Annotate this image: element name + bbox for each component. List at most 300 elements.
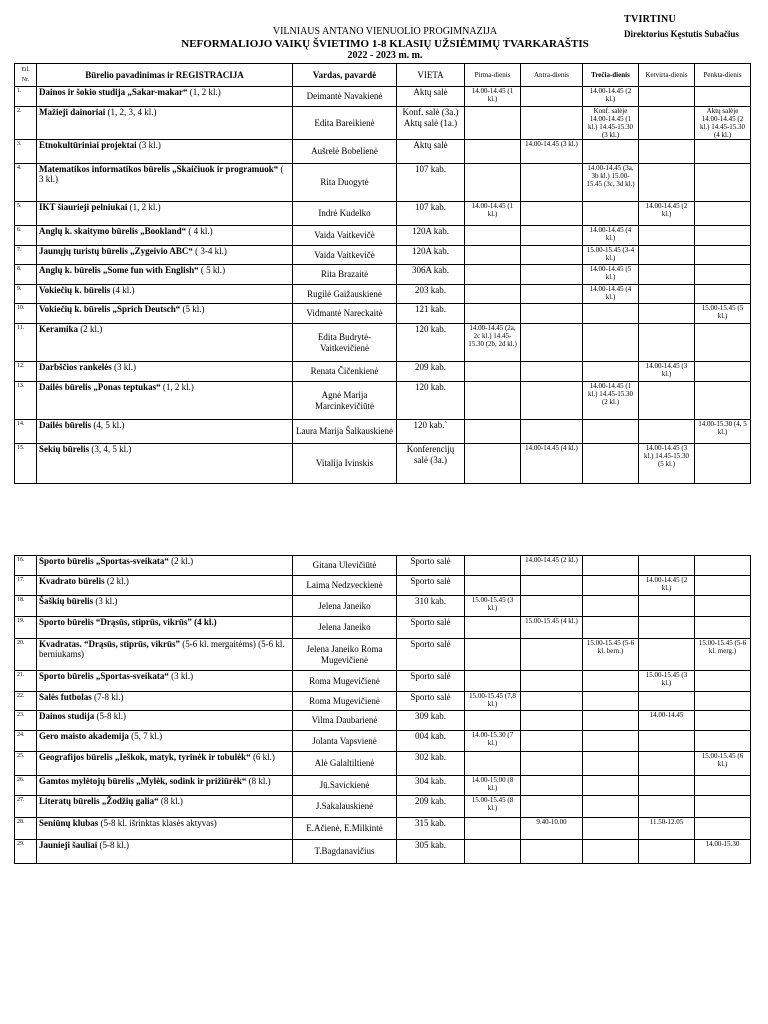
teacher-name: J.Sakalauskienė	[293, 796, 397, 818]
time-wed: 14.00-14.45 (2 kl.)	[583, 87, 639, 107]
time-tue	[521, 226, 583, 246]
time-fri: Aktų salėje 14.00-14.45 (2 kl.) 14.45-15.30 (4 kl.)	[695, 107, 751, 140]
club-cell	[37, 576, 293, 596]
time-mon	[465, 556, 521, 576]
table-row	[15, 285, 751, 304]
time-thu: 15.00-15.45 (3 kl.)	[639, 671, 695, 692]
time-tue	[521, 164, 583, 202]
time-tue	[521, 246, 583, 265]
time-mon: 15.00-15.45 (7,8 kl.)	[465, 692, 521, 711]
table-row	[15, 556, 751, 576]
time-fri	[695, 362, 751, 382]
row-number: 25.	[15, 752, 37, 776]
club-grades: (1, 2 kl.)	[127, 202, 161, 212]
time-mon	[465, 840, 521, 864]
time-thu	[639, 285, 695, 304]
time-fri	[695, 731, 751, 752]
club-name: IKT šiaurieji pelniukai	[39, 202, 128, 212]
teacher-name: Jelena Janeiko	[293, 596, 397, 617]
time-wed	[583, 420, 639, 444]
teacher-name: Edita Bareikienė	[293, 107, 397, 140]
row-number: 8.	[15, 265, 37, 285]
teacher-name: Roma Mugevičienė	[293, 692, 397, 711]
time-thu	[639, 556, 695, 576]
teacher-name: Rita Brazaitė	[293, 265, 397, 285]
col-friday: Penkta-dienis	[695, 64, 751, 87]
place: 305 kab.	[397, 840, 465, 864]
table-row	[15, 840, 751, 864]
col-wednesday: Trečia-dienis	[583, 64, 639, 87]
row-number: 28.	[15, 818, 37, 840]
time-fri: 15.00-15.45 (5 kl.)	[695, 304, 751, 324]
teacher-name: Laura Marija Šalkauskienė	[293, 420, 397, 444]
club-name: Dainos studija	[39, 711, 95, 721]
place: 121 kab.	[397, 304, 465, 324]
club-grades: ( 3-4 kl.)	[192, 246, 227, 256]
club-cell	[37, 285, 293, 304]
table-row	[15, 420, 751, 444]
time-mon	[465, 164, 521, 202]
time-mon	[465, 304, 521, 324]
row-number: 27.	[15, 796, 37, 818]
place: 120A kab.	[397, 246, 465, 265]
teacher-name: Jelena Janeiko Roma Mugevičienė	[293, 639, 397, 671]
time-mon	[465, 711, 521, 731]
club-name: Anglų k. skaitymo būrelis „Bookland“	[39, 226, 187, 236]
time-wed	[583, 711, 639, 731]
club-grades: (5-6 kl. mergaitėms) (5-6 kl. berniukams)	[39, 639, 285, 659]
row-number: 4.	[15, 164, 37, 202]
club-grades: (7-8 kl.)	[91, 692, 124, 702]
table-row	[15, 731, 751, 752]
club-name: Šaškių būrelis	[39, 596, 94, 606]
time-fri	[695, 202, 751, 226]
club-grades: (2 kl.)	[78, 324, 103, 334]
place: Aktų salė	[397, 87, 465, 107]
table-row	[15, 818, 751, 840]
place: 107 kab.	[397, 202, 465, 226]
time-thu	[639, 840, 695, 864]
time-tue: 14.00-14.45 (3 kl.)	[521, 140, 583, 164]
time-fri	[695, 444, 751, 484]
row-number: 26.	[15, 776, 37, 796]
time-thu	[639, 140, 695, 164]
time-wed	[583, 362, 639, 382]
table-row	[15, 576, 751, 596]
time-mon	[465, 617, 521, 639]
time-fri: 15.00-15.45 (6 kl.)	[695, 752, 751, 776]
club-cell	[37, 818, 293, 840]
club-cell	[37, 752, 293, 776]
time-tue	[521, 420, 583, 444]
row-number: 11.	[15, 324, 37, 362]
time-mon	[465, 285, 521, 304]
table-row	[15, 362, 751, 382]
time-thu	[639, 265, 695, 285]
club-cell	[37, 444, 293, 484]
time-fri	[695, 692, 751, 711]
club-cell	[37, 711, 293, 731]
time-fri	[695, 617, 751, 639]
time-thu: 14.00-14.45 (3 kl.)	[639, 362, 695, 382]
table-row	[15, 87, 751, 107]
time-tue	[521, 731, 583, 752]
table-row	[15, 246, 751, 265]
schedule-table-bottom	[14, 555, 751, 864]
club-grades: (3 kl.)	[168, 671, 194, 681]
time-mon	[465, 576, 521, 596]
club-name: Sporto būrelis „Sportas-sveikata“	[39, 556, 169, 566]
club-cell	[37, 776, 293, 796]
place: 120A kab.	[397, 226, 465, 246]
club-name: Sporto būrelis „Sportas-sveikata“	[39, 671, 169, 681]
table-row	[15, 444, 751, 484]
place: Sporto salė	[397, 671, 465, 692]
time-fri: 14.00-15.30	[695, 840, 751, 864]
place: 209 kab.	[397, 362, 465, 382]
place: Sporto salė	[397, 692, 465, 711]
table-row	[15, 324, 751, 362]
row-number: 5.	[15, 202, 37, 226]
club-name: Darbščios rankelės	[39, 362, 112, 372]
club-name: Dailės būrelis „Ponas teptukas“	[39, 382, 161, 392]
club-grades: (2 kl.)	[104, 576, 129, 586]
club-grades: (1, 2, 3, 4 kl.)	[105, 107, 157, 117]
time-fri	[695, 140, 751, 164]
club-cell	[37, 692, 293, 711]
time-wed	[583, 840, 639, 864]
table-row	[15, 752, 751, 776]
table-row	[15, 671, 751, 692]
time-mon	[465, 382, 521, 420]
club-cell	[37, 731, 293, 752]
teacher-name: Aušrelė Bobelienė	[293, 140, 397, 164]
club-grades: (3 kl.)	[136, 140, 161, 150]
place: 304 kab.	[397, 776, 465, 796]
row-number: 14.	[15, 420, 37, 444]
row-number: 16.	[15, 556, 37, 576]
table-row	[15, 164, 751, 202]
time-fri	[695, 265, 751, 285]
time-wed: 14.00-14.45 (5 kl.)	[583, 265, 639, 285]
time-thu	[639, 164, 695, 202]
time-wed: 14.00-14.45 (4 kl.)	[583, 285, 639, 304]
place: 203 kab.	[397, 285, 465, 304]
club-cell	[37, 639, 293, 671]
club-cell	[37, 226, 293, 246]
teacher-name: Indrė Kudelko	[293, 202, 397, 226]
club-name: Dailės būrelis	[39, 420, 92, 430]
club-cell	[37, 265, 293, 285]
club-cell	[37, 382, 293, 420]
row-number: 19.	[15, 617, 37, 639]
time-wed	[583, 796, 639, 818]
row-number: 18.	[15, 596, 37, 617]
teacher-name: E.Ačienė, E.Milkintė	[293, 818, 397, 840]
teacher-name: Vitalija Ivinskis	[293, 444, 397, 484]
club-grades: (8 kl.)	[246, 776, 271, 786]
time-tue	[521, 711, 583, 731]
time-tue	[521, 752, 583, 776]
time-fri	[695, 818, 751, 840]
time-wed: Konf. salėje 14.00-14.45 (1 kl.) 14.45-15.30 (3 kl.)	[583, 107, 639, 140]
time-thu	[639, 420, 695, 444]
club-grades: (1, 2 kl.)	[160, 382, 194, 392]
club-cell	[37, 362, 293, 382]
time-tue	[521, 596, 583, 617]
teacher-name: Agnė Marija Marcinkevičiūtė	[293, 382, 397, 420]
time-tue	[521, 362, 583, 382]
club-cell	[37, 140, 293, 164]
place: 120 kab.`	[397, 420, 465, 444]
time-thu	[639, 304, 695, 324]
row-number: 12.	[15, 362, 37, 382]
time-thu	[639, 752, 695, 776]
time-thu: 14.00-14.45 (2 kl.)	[639, 576, 695, 596]
teacher-name: Jū.Savickienė	[293, 776, 397, 796]
time-mon	[465, 362, 521, 382]
club-cell	[37, 164, 293, 202]
time-thu: 11.50-12.05	[639, 818, 695, 840]
time-wed	[583, 324, 639, 362]
time-mon: 14.00-15.00 (8 kl.)	[465, 776, 521, 796]
row-number: 20.	[15, 639, 37, 671]
time-tue	[521, 87, 583, 107]
time-fri	[695, 776, 751, 796]
table-row	[15, 202, 751, 226]
time-fri	[695, 671, 751, 692]
club-grades: (5 kl.)	[180, 304, 205, 314]
time-mon: 14.00-14.45 (1 kl.)	[465, 202, 521, 226]
time-tue	[521, 107, 583, 140]
club-name: Etnokultūriniai projektai	[39, 140, 137, 150]
time-mon: 15.00-15.45 (8 kl.)	[465, 796, 521, 818]
time-fri	[695, 324, 751, 362]
club-cell	[37, 87, 293, 107]
time-thu	[639, 639, 695, 671]
time-wed	[583, 576, 639, 596]
club-cell	[37, 246, 293, 265]
time-mon	[465, 140, 521, 164]
place: Sporto salė	[397, 576, 465, 596]
time-mon	[465, 420, 521, 444]
row-number: 10.	[15, 304, 37, 324]
time-tue	[521, 265, 583, 285]
teacher-name: Vilma Daubarienė	[293, 711, 397, 731]
club-grades: (5-8 kl.)	[94, 711, 127, 721]
place: 120 kab.	[397, 382, 465, 420]
time-wed	[583, 202, 639, 226]
place: Konferencijų salė (3a.)	[397, 444, 465, 484]
club-name: Sekių būrelis	[39, 444, 90, 454]
time-thu	[639, 324, 695, 362]
time-wed	[583, 596, 639, 617]
club-grades: (5, 7 kl.)	[128, 731, 163, 741]
row-number: 29.	[15, 840, 37, 864]
time-fri	[695, 226, 751, 246]
document-header	[150, 26, 620, 62]
club-grades: (6 kl.)	[250, 752, 275, 762]
document-title: NEFORMALIOJO VAIKŲ ŠVIETIMO 1-8 KLASIŲ UŽSIĖMIMŲ TVARKARAŠTIS	[181, 38, 589, 50]
club-cell	[37, 671, 293, 692]
col-teacher: Vardas, pavardė	[293, 64, 397, 87]
club-grades: (3, 4, 5 kl.)	[89, 444, 132, 454]
teacher-name: T.Bagdanavičius	[293, 840, 397, 864]
club-name: Gamtos mylėtojų būrelis „Mylėk, sodink ir prižiūrėk“	[39, 776, 247, 786]
time-wed: 14.00-14.45 (3a, 3b kl.) 15.00-15.45 (3c, 3d kl.)	[583, 164, 639, 202]
time-fri	[695, 285, 751, 304]
table-row	[15, 304, 751, 324]
club-grades: ( 3 kl.)	[39, 164, 284, 184]
place: 120 kab.	[397, 324, 465, 362]
time-tue	[521, 840, 583, 864]
time-fri	[695, 87, 751, 107]
time-thu	[639, 382, 695, 420]
row-number: 9.	[15, 285, 37, 304]
table-row	[15, 265, 751, 285]
time-thu	[639, 596, 695, 617]
time-wed	[583, 617, 639, 639]
club-name: Matematikos informatikos būrelis „Skaičiuok ir programuok“	[39, 164, 279, 174]
row-number: 22.	[15, 692, 37, 711]
club-grades: (8 kl.)	[158, 796, 183, 806]
col-place: VIETA	[397, 64, 465, 87]
time-mon	[465, 444, 521, 484]
row-number: 24.	[15, 731, 37, 752]
club-grades: (3 kl.)	[111, 362, 136, 372]
time-wed: 14.00-14.45 (4 kl.)	[583, 226, 639, 246]
club-name: Gero maisto akademija	[39, 731, 129, 741]
club-grades: (4 kl.)	[110, 285, 135, 295]
time-tue	[521, 382, 583, 420]
club-name: Jaunųjų turistų būrelis „Zygeivio ABC“	[39, 246, 193, 256]
time-tue: 14.00-14.45 (4 kl.)	[521, 444, 583, 484]
time-wed	[583, 752, 639, 776]
place: 309 kab.	[397, 711, 465, 731]
row-number: 3.	[15, 140, 37, 164]
row-number: 23.	[15, 711, 37, 731]
time-thu	[639, 796, 695, 818]
table-body-bottom	[15, 556, 751, 864]
time-thu	[639, 617, 695, 639]
place: 306A kab.	[397, 265, 465, 285]
time-wed	[583, 140, 639, 164]
club-cell	[37, 107, 293, 140]
teacher-name: Alė Galaltiltienė	[293, 752, 397, 776]
time-wed: 15.00-15.45 (5-6 kl. bern.)	[583, 639, 639, 671]
teacher-name: Roma Mugevičienė	[293, 671, 397, 692]
time-tue	[521, 324, 583, 362]
club-grades: (2 kl.)	[168, 556, 194, 566]
table-row	[15, 711, 751, 731]
club-grades: (3 kl.)	[93, 596, 118, 606]
time-thu	[639, 776, 695, 796]
club-grades: (1, 2 kl.)	[187, 87, 221, 97]
club-name: Anglų k. būrelis „Some fun with English“	[39, 265, 199, 275]
time-thu	[639, 87, 695, 107]
time-fri: 15.00-15.45 (5-6 kl. merg.)	[695, 639, 751, 671]
time-tue	[521, 796, 583, 818]
time-mon	[465, 226, 521, 246]
time-mon: 14.00-14.45 (2a, 2c kl.) 14.45-15.30 (2b, 2d kl.)	[465, 324, 521, 362]
club-name: Salės futbolas	[39, 692, 92, 702]
table-row	[15, 796, 751, 818]
time-thu	[639, 246, 695, 265]
row-number: 2.	[15, 107, 37, 140]
club-name: Seniūnų klubas	[39, 818, 99, 828]
row-number: 17.	[15, 576, 37, 596]
time-tue: 9.40-10.00	[521, 818, 583, 840]
club-cell	[37, 324, 293, 362]
time-tue: 14.00-14.45 (2 kl.)	[521, 556, 583, 576]
club-grades: (5-8 kl. išrinktas klasės aktyvas)	[98, 818, 217, 828]
time-wed	[583, 818, 639, 840]
time-thu: 14.00-14.45 (2 kl.)	[639, 202, 695, 226]
time-wed: 15.00-15.45 (3-4 kl.)	[583, 246, 639, 265]
club-name: Keramika	[39, 324, 78, 334]
teacher-name: Renata Čičenkienė	[293, 362, 397, 382]
time-fri	[695, 164, 751, 202]
teacher-name: Deimantė Navakienė	[293, 87, 397, 107]
time-mon	[465, 265, 521, 285]
time-mon	[465, 107, 521, 140]
club-cell	[37, 796, 293, 818]
row-number: 1.	[15, 87, 37, 107]
approval-block	[624, 12, 739, 42]
teacher-name: Rita Duogytė	[293, 164, 397, 202]
club-name: Sporto būrelis “Drąsūs, stiprūs, vikrūs” (4 kl.)	[39, 617, 217, 627]
club-cell	[37, 420, 293, 444]
club-cell	[37, 617, 293, 639]
time-tue	[521, 639, 583, 671]
club-name: Vokiečių k. būrelis „Sprich Deutsch“	[39, 304, 181, 314]
teacher-name: Laima Nedzveckienė	[293, 576, 397, 596]
time-mon: 15.00-15.45 (3 kl.)	[465, 596, 521, 617]
time-tue	[521, 776, 583, 796]
time-mon: 14.00-14.45 (1 kl.)	[465, 87, 521, 107]
time-wed	[583, 731, 639, 752]
club-name: Jaunieji šauliai	[39, 840, 98, 850]
director-name: Direktorius Kęstutis Subačius	[624, 29, 739, 39]
club-name: Kvadratas. “Drąsūs, stiprūs, vikrūs”	[39, 639, 181, 649]
school-name: VILNIAUS ANTANO VIENUOLIO PROGIMNAZIJA	[272, 26, 498, 37]
place: 107 kab.	[397, 164, 465, 202]
table-body-top	[15, 87, 751, 484]
row-number: 6.	[15, 226, 37, 246]
place: 209 kab.	[397, 796, 465, 818]
teacher-name: Edita Budrytė-Vaitkevičienė	[293, 324, 397, 362]
time-thu: 14.00-14.45 (3 kl.) 14.45-15.30 (5 kl.)	[639, 444, 695, 484]
col-nr: Eil. Nr.	[15, 64, 37, 87]
club-name: Dainos ir šokio studija „Sakar-makar“	[39, 87, 188, 97]
table-row	[15, 639, 751, 671]
teacher-name: Gitana Ulevičiūtė	[293, 556, 397, 576]
time-fri	[695, 382, 751, 420]
time-tue	[521, 692, 583, 711]
time-wed	[583, 556, 639, 576]
time-fri: 14.00-15.30 (4, 5 kl.)	[695, 420, 751, 444]
place: Sporto salė	[397, 639, 465, 671]
table-row	[15, 776, 751, 796]
club-cell	[37, 840, 293, 864]
club-name: Vokiečių k. būrelis	[39, 285, 111, 295]
teacher-name: Vidmantė Nareckaitė	[293, 304, 397, 324]
time-mon: 14.00-15.30 (7 kl.)	[465, 731, 521, 752]
teacher-name: Jelena Janeiko	[293, 617, 397, 639]
club-cell	[37, 596, 293, 617]
time-wed	[583, 304, 639, 324]
place: 310 kab.	[397, 596, 465, 617]
